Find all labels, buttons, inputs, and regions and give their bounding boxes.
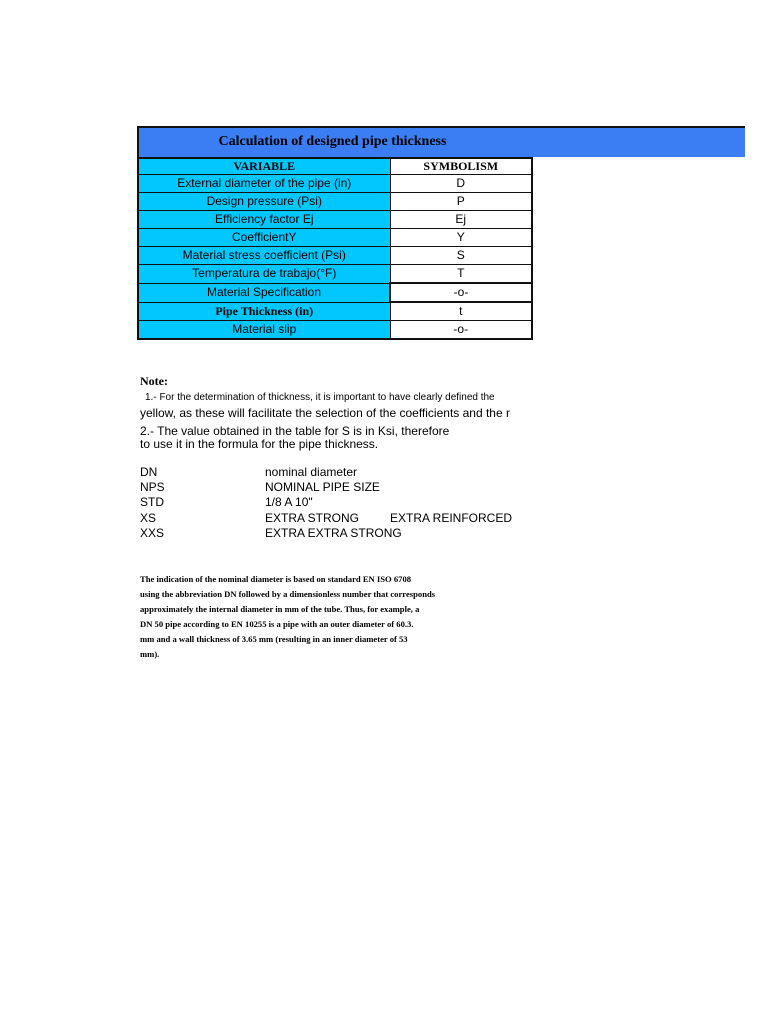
symbol-cell: P	[390, 193, 532, 211]
symbol-cell: -o-	[390, 283, 532, 302]
table-row	[138, 283, 532, 302]
variable-cell: Pipe Thickness (in)	[138, 302, 390, 321]
variable-cell: Temperatura de trabajo(°F)	[138, 265, 390, 284]
abbreviation-extra: EXTRA REINFORCED	[390, 511, 513, 525]
note-line: yellow, as these will facilitate the selection of the coefficients and the r	[140, 406, 510, 420]
symbol-cell: t	[390, 302, 532, 321]
table-header-row	[138, 158, 532, 175]
table-row	[138, 265, 532, 284]
header-symbolism: SYMBOLISM	[390, 158, 532, 175]
table-row	[138, 211, 532, 229]
abbreviation-code: XS	[140, 511, 157, 525]
table-row	[138, 175, 532, 193]
paragraph-line: The indication of the nominal diameter is based on standard EN ISO 6708	[140, 574, 412, 584]
nominal-diameter-paragraph	[140, 572, 560, 662]
abbreviation-meaning: NOMINAL PIPE SIZE	[265, 480, 380, 494]
abbreviation-meaning: EXTRA EXTRA STRONG	[265, 526, 402, 540]
abbreviation-code: NPS	[140, 480, 165, 494]
abbreviation-meaning: EXTRA STRONG	[265, 511, 360, 525]
table-title: Calculation of designed pipe thickness	[218, 133, 447, 149]
note-line: to use it in the formula for the pipe thickness.	[140, 437, 379, 451]
note-line: 1.- For the determination of thickness, it is important to have clearly defined the	[145, 392, 495, 403]
symbol-cell: S	[390, 247, 532, 265]
table-row	[138, 247, 532, 265]
note-title: Note:	[140, 374, 168, 388]
variable-cell: External diameter of the pipe (in)	[138, 175, 390, 193]
table-row	[138, 321, 532, 340]
variable-cell: Design pressure (Psi)	[138, 193, 390, 211]
abbreviation-meaning: nominal diameter	[265, 465, 358, 479]
symbol-cell: D	[390, 175, 532, 193]
symbol-cell: T	[390, 265, 532, 284]
abbreviation-meaning: 1/8 A 10"	[265, 495, 313, 509]
table-row	[138, 193, 532, 211]
paragraph-line: using the abbreviation DN followed by a dimensionless number that corresponds	[140, 589, 436, 599]
table-row	[138, 302, 532, 321]
paragraph-line: mm).	[140, 649, 160, 659]
table-row	[138, 229, 532, 247]
paragraph-line: approximately the internal diameter in mm of the tube. Thus, for example, a	[140, 604, 420, 614]
abbreviation-code: XXS	[140, 526, 165, 540]
abbreviation-code: STD	[140, 495, 164, 509]
paragraph-line: mm and a wall thickness of 3.65 mm (resulting in an inner diameter of 53	[140, 634, 408, 644]
paragraph-line: DN 50 pipe according to EN 10255 is a pipe with an outer diameter of 60.3.	[140, 619, 414, 629]
variable-cell: Material Specification	[138, 283, 390, 302]
variable-cell: CoefficientY	[138, 229, 390, 247]
note-line: 2.- The value obtained in the table for S is in Ksi, therefore	[140, 424, 450, 438]
abbreviation-code: DN	[140, 465, 158, 479]
variable-cell: Material slip	[138, 321, 390, 340]
symbol-cell: Y	[390, 229, 532, 247]
header-variable: VARIABLE	[138, 158, 390, 175]
variable-cell: Efficiency factor Ej	[138, 211, 390, 229]
symbol-cell: Ej	[390, 211, 532, 229]
symbol-cell: -o-	[390, 321, 532, 340]
variables-table	[137, 157, 533, 340]
variable-cell: Material stress coefficient (Psi)	[138, 247, 390, 265]
